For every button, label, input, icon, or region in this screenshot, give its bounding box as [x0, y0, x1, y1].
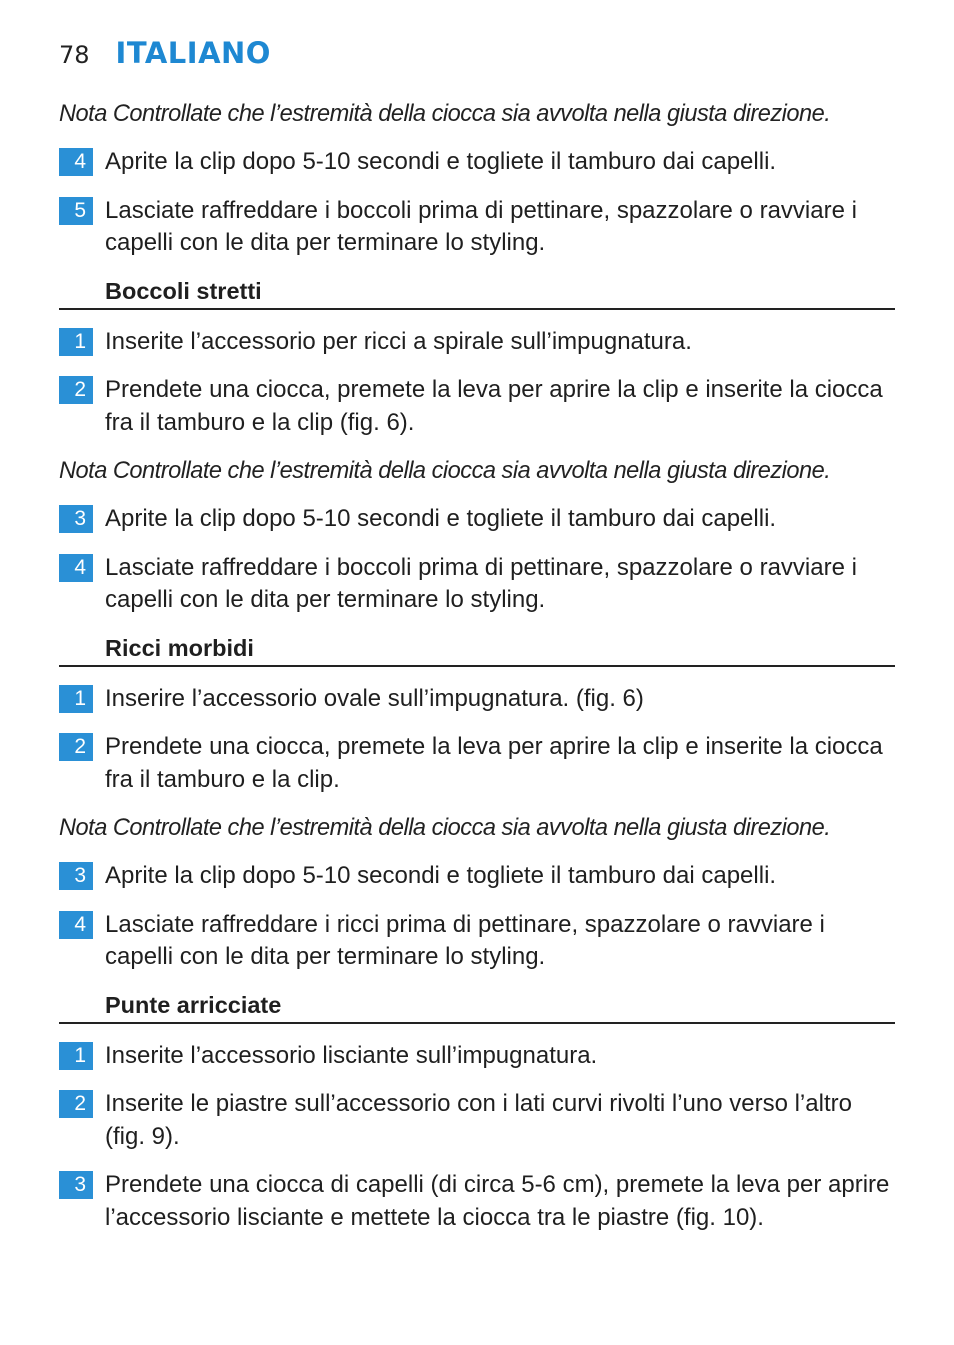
section-title: Ricci morbidi: [105, 634, 254, 661]
step-item: [59, 195, 895, 260]
step-text: Lasciate raffreddare i ricci prima di pettinare, spazzolare o ravviare i capelli con le dita per terminare lo styling.: [105, 910, 825, 970]
step-number: 1: [59, 685, 93, 713]
step-text: Inserite le piastre sull’accessorio con i lati curvi rivolti l’uno verso l’altro (fig. 9).: [105, 1090, 852, 1150]
note: Nota Controllate che l’estremità della ciocca sia avvolta nella giusta direzione.: [59, 101, 831, 127]
step-text: Prendete una ciocca, premete la leva per aprire la clip e inserite la ciocca fra il tamburo e la clip (fig. 6).: [105, 376, 883, 436]
step-item: [59, 1088, 895, 1153]
step-text: Aprite la clip dopo 5-10 secondi e togliete il tamburo dai capelli.: [105, 148, 777, 175]
step-item: [59, 503, 895, 536]
page-number: 78: [59, 41, 90, 69]
step-text: Prendete una ciocca di capelli (di circa 5-6 cm), premete la leva per aprire l’accessorio lisciante e mettete la ciocca tra le piastre (fig. 10).: [105, 1171, 890, 1231]
section-title: Punte arricciate: [105, 991, 282, 1018]
step-item: [59, 860, 895, 893]
step-text: Inserire l’accessorio ovale sull’impugnatura. (fig. 6): [105, 684, 644, 712]
language-title: ITALIANO: [115, 36, 271, 70]
step-number: 3: [59, 862, 93, 890]
step-number: 4: [59, 554, 93, 582]
step-item: [59, 1040, 895, 1073]
step-item: [59, 683, 895, 716]
step-text: Aprite la clip dopo 5-10 secondi e togliete il tamburo dai capelli.: [105, 862, 777, 889]
step-item: [59, 146, 895, 179]
step-item: [59, 326, 895, 359]
step-text: Aprite la clip dopo 5-10 secondi e togliete il tamburo dai capelli.: [105, 505, 777, 532]
step-item: [59, 731, 895, 796]
note: Nota Controllate che l’estremità della ciocca sia avvolta nella giusta direzione.: [59, 815, 831, 841]
section-title: Boccoli stretti: [105, 277, 262, 304]
step-text: Inserite l’accessorio per ricci a spirale sull’impugnatura.: [105, 327, 692, 355]
section-heading: [59, 633, 895, 667]
step-number: 2: [59, 376, 93, 404]
step-number: 1: [59, 328, 93, 356]
step-item: [59, 374, 895, 439]
section-heading: [59, 276, 895, 310]
step-item: [59, 909, 895, 974]
step-number: 2: [59, 1090, 93, 1118]
section-heading: [59, 990, 895, 1024]
page-header: [59, 36, 271, 72]
step-text: Inserite l’accessorio lisciante sull’impugnatura.: [105, 1041, 598, 1069]
step-item: [59, 552, 895, 617]
step-number: 4: [59, 911, 93, 939]
step-text: Lasciate raffreddare i boccoli prima di pettinare, spazzolare o ravviare i capelli con le dita per terminare lo styling.: [105, 196, 857, 256]
step-number: 4: [59, 148, 93, 176]
note: Nota Controllate che l’estremità della ciocca sia avvolta nella giusta direzione.: [59, 458, 831, 484]
step-number: 3: [59, 505, 93, 533]
step-number: 3: [59, 1171, 93, 1199]
step-number: 2: [59, 733, 93, 761]
page-content: [59, 98, 895, 1250]
step-text: Lasciate raffreddare i boccoli prima di pettinare, spazzolare o ravviare i capelli con le dita per terminare lo styling.: [105, 553, 857, 613]
step-text: Prendete una ciocca, premete la leva per aprire la clip e inserite la ciocca fra il tamburo e la clip.: [105, 733, 883, 793]
step-number: 5: [59, 197, 93, 225]
step-item: [59, 1169, 895, 1234]
step-number: 1: [59, 1042, 93, 1070]
